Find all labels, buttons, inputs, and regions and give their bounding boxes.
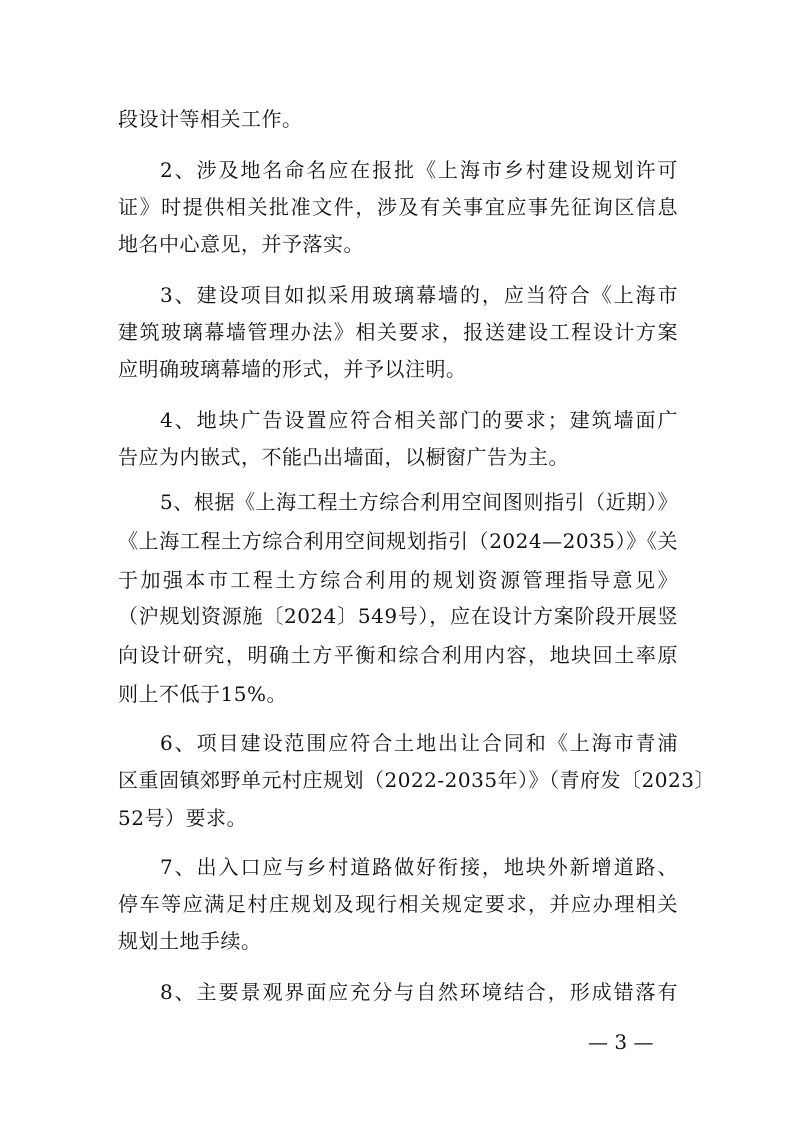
- paragraph-line: 8、主要景观界面应充分与自然环境结合，形成错落有: [160, 980, 678, 1004]
- paragraph-line: 应明确玻璃幕墙的形式，并予以注明。: [118, 357, 467, 381]
- paragraph-line: 向设计研究，明确土方平衡和综合利用内容，地块回土率原: [118, 643, 678, 667]
- paragraph-line: 5、根据《上海工程土方综合利用空间图则指引（近期）》: [160, 490, 678, 514]
- paragraph-line: 《上海工程土方综合利用空间规划指引（2024—2035）》《关: [118, 529, 678, 553]
- paragraph-line: 告应为内嵌式，不能凸出墙面，以橱窗广告为主。: [118, 445, 569, 469]
- paragraph-line: 停车等应满足村庄规划及现行相关规定要求，并应办理相关: [118, 892, 678, 916]
- paragraph-line: （沪规划资源施〔2024〕549号），应在设计方案阶段开展竖: [118, 604, 678, 628]
- paragraph-line: 6、项目建设范围应符合土地出让合同和《上海市青浦: [160, 731, 678, 755]
- paragraph-line: 则上不低于15%。: [118, 682, 287, 706]
- paragraph-line: 4、地块广告设置应符合相关部门的要求；建筑墙面广: [160, 408, 678, 432]
- paragraph-line: 地名中心意见，并予落实。: [118, 232, 364, 256]
- paragraph-line: 段设计等相关工作。: [118, 107, 303, 131]
- paragraph-line: 规划土地手续。: [118, 929, 262, 953]
- paragraph-line: 7、出入口应与乡村道路做好衔接，地块外新增道路、: [160, 855, 678, 879]
- paragraph-line: 3、建设项目如拟采用玻璃幕墙的，应当符合《上海市: [160, 283, 678, 307]
- paragraph-line: 2、涉及地名命名应在报批《上海市乡村建设规划许可: [160, 158, 678, 182]
- paragraph-line: 于加强本市工程土方综合利用的规划资源管理指导意见》: [118, 568, 678, 592]
- paragraph-line: 区重固镇郊野单元村庄规划（2022-2035年）》（青府发〔2023〕: [118, 768, 715, 792]
- page-number: — 3 —: [588, 1030, 654, 1054]
- paragraph-line: 证》时提供相关批准文件，涉及有关事宜应事先征询区信息: [118, 195, 678, 219]
- paragraph-line: 52号）要求。: [118, 806, 247, 830]
- paragraph-line: 建筑玻璃幕墙管理办法》相关要求，报送建设工程设计方案: [118, 320, 678, 344]
